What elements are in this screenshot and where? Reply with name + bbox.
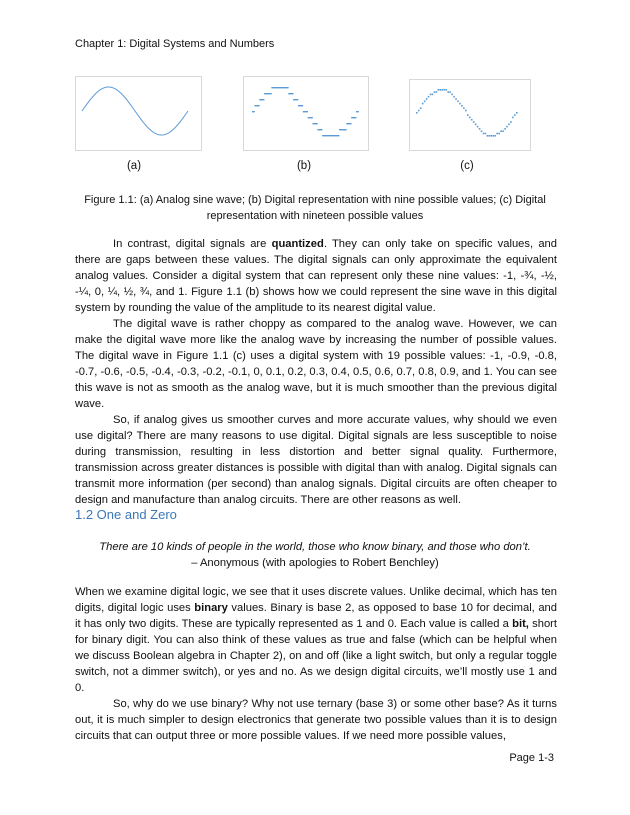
- figure-caption: Figure 1.1: (a) Analog sine wave; (b) Digital representation with nine possible values; (c) Digital representation with nineteen possible values: [84, 194, 546, 222]
- digital-9-sample: [315, 123, 318, 124]
- digital-9-sample: [274, 87, 277, 88]
- digital-19-sample: [502, 130, 504, 132]
- digital-9-sample: [322, 135, 325, 136]
- quote-attribution: – Anonymous (with apologies to Robert Benchley): [191, 557, 439, 569]
- digital-9-sample: [281, 87, 284, 88]
- digital-9-sample: [286, 87, 289, 88]
- p4-text-b: values. Binary is base 2, as opposed to base 10 for decimal, and it has only two digits. These are typically represented as 1 and 0. Each value is called a: [75, 602, 557, 630]
- digital-9-sample: [283, 87, 286, 88]
- digital-19-sample: [496, 133, 498, 135]
- paragraph-why-binary: So, why do we use binary? Why not use ternary (base 3) or some other base? As it turns out, it is much simpler to design electronics that generate two possible values than it is to design circuits that can output three or more possible values. If we need more possible values,: [75, 698, 557, 742]
- digital-19-sample: [453, 96, 455, 98]
- digital-9-sample: [310, 117, 313, 118]
- digital-9-sample: [329, 135, 332, 136]
- analog-wave-plot: [76, 77, 201, 150]
- section-heading: 1.2 One and Zero: [75, 507, 177, 522]
- digital-19-sample: [424, 101, 426, 103]
- digital-9-sample: [354, 117, 357, 118]
- digital-19-sample: [438, 89, 440, 91]
- p4-text-c: short for binary digit. You can also think of these values as true and false (which can be helpful when we discuss Boolean algebra in Chapter 2), on and off (like a light switch, but only a regular toggle switch, not a dimmer switch), or yes and no. As we design digital circuits, we’ll mostly use 1 and 0.: [75, 618, 557, 694]
- digital-19-sample: [506, 126, 508, 128]
- digital-9-wave-plot: [244, 77, 368, 150]
- p1-text-b: . They can only take on specific values, and there are gaps between these values. The digital signals can only approximate the equivalent analog values. Consider a digital system that can represent only these nine values: -1, -¾, -½, -¼, 0, ¼, ½, ¾, and 1. Figure 1.1 (b) shows how we could represent the sine wave in this digital system by rounding the value of the amplitude to its nearest digital value.: [75, 238, 558, 314]
- digital-19-sample: [512, 117, 514, 119]
- digital-9-sample: [269, 93, 272, 94]
- digital-9-sample: [279, 87, 282, 88]
- digital-19-sample: [475, 124, 477, 126]
- digital-19-sample: [449, 91, 451, 93]
- digital-9-sample: [356, 111, 359, 112]
- digital-9-sample: [293, 99, 296, 100]
- digital-19-sample: [491, 135, 493, 137]
- digital-19-sample: [494, 135, 496, 137]
- digital-9-sample: [344, 129, 347, 130]
- digital-9-sample: [296, 99, 299, 100]
- analog-sine-curve: [82, 87, 188, 135]
- digital-9-sample: [303, 111, 306, 112]
- digital-19-sample: [487, 135, 489, 137]
- digital-9-sample: [305, 111, 308, 112]
- digital-9-sample: [267, 93, 270, 94]
- digital-19-sample: [445, 89, 447, 91]
- panel-label-c: (c): [460, 160, 474, 172]
- digital-9-sample: [341, 129, 344, 130]
- digital-9-sample: [257, 105, 260, 106]
- digital-19-sample: [436, 91, 438, 93]
- digital-19-sample: [463, 107, 465, 109]
- digital-9-sample: [320, 129, 323, 130]
- digital-9-sample: [325, 135, 328, 136]
- digital-9-sample: [312, 123, 315, 124]
- digital-19-sample: [477, 126, 479, 128]
- digital-19-sample: [461, 105, 463, 107]
- digital-19-sample: [443, 89, 445, 91]
- digital-19-sample: [500, 130, 502, 132]
- paragraph-quantized: [75, 236, 557, 316]
- digital-9-sample: [317, 129, 320, 130]
- digital-9-sample: [298, 105, 301, 106]
- epigraph-quote: [95, 539, 535, 571]
- digital-19-sample: [498, 133, 500, 135]
- figure-panel-analog: [75, 76, 202, 151]
- digital-19-sample: [465, 110, 467, 112]
- digital-19-sample: [492, 135, 494, 137]
- digital-9-sample: [308, 117, 311, 118]
- digital-19-sample: [420, 107, 422, 109]
- body-block-2: [75, 584, 557, 744]
- digital-19-sample: [432, 94, 434, 96]
- digital-19-sample: [434, 91, 436, 93]
- digital-9-sample: [337, 135, 340, 136]
- digital-19-sample: [447, 91, 449, 93]
- quote-text: There are 10 kinds of people in the world, those who know binary, and those who don’t.: [99, 541, 531, 553]
- digital-19-sample: [514, 114, 516, 116]
- digital-9-sample: [259, 99, 262, 100]
- digital-9-sample: [300, 105, 303, 106]
- digital-9-sample: [262, 99, 265, 100]
- figure-panel-digital-19: [409, 79, 531, 151]
- digital-19-sample: [457, 101, 459, 103]
- digital-9-sample: [254, 105, 257, 106]
- chapter-header: Chapter 1: Digital Systems and Numbers: [75, 38, 275, 50]
- digital-19-sample: [440, 89, 442, 91]
- digital-9-sample: [252, 111, 255, 112]
- paragraph-why-digital: So, if analog gives us smoother curves and more accurate values, why should we even use digital? There are many reasons to use digital. Digital signals are less susceptible to noise during transmission, resulting in less distortion and better signal quality. Furthermore, transmission across greater distances is possible with digital than with analog. Digital signals can transmit more information (per second) than analog signals. Digital circuits are often cheaper to design and manufacture than analog circuits. There are other reasons as well.: [75, 414, 557, 506]
- digital-9-sample: [334, 135, 337, 136]
- digital-19-sample: [479, 128, 481, 130]
- paragraph-binary: [75, 584, 557, 696]
- digital-19-sample: [455, 98, 457, 100]
- digital-9-sample: [327, 135, 330, 136]
- digital-9-sample: [339, 129, 342, 130]
- digital-19-sample: [426, 98, 428, 100]
- digital-19-sample: [473, 121, 475, 123]
- digital-19-sample: [508, 124, 510, 126]
- digital-19-sample: [467, 114, 469, 116]
- digital-9-sample: [276, 87, 279, 88]
- digital-19-sample: [510, 121, 512, 123]
- digital-19-sample: [504, 128, 506, 130]
- digital-9-sample: [264, 93, 267, 94]
- digital-9-sample: [291, 93, 294, 94]
- page-number: Page 1-3: [509, 752, 554, 764]
- digital-19-sample: [485, 133, 487, 135]
- digital-19-sample: [416, 112, 418, 114]
- digital-9-sample: [332, 135, 335, 136]
- digital-19-sample: [481, 130, 483, 132]
- digital-19-sample: [483, 133, 485, 135]
- digital-9-sample: [288, 93, 291, 94]
- digital-19-sample: [451, 94, 453, 96]
- digital-19-sample: [471, 119, 473, 121]
- body-block-1: [75, 236, 557, 508]
- digital-9-sample: [351, 117, 354, 118]
- digital-9-sample: [346, 123, 349, 124]
- term-binary: binary: [194, 602, 228, 614]
- term-bit: bit,: [512, 618, 529, 630]
- digital-19-sample: [428, 96, 430, 98]
- digital-19-sample: [430, 94, 432, 96]
- digital-19-sample: [469, 117, 471, 119]
- panel-label-b: (b): [296, 160, 312, 172]
- p4-text-a: When we examine digital logic, we see that it uses discrete values. Unlike decimal, which has ten digits, digital logic uses: [75, 586, 557, 614]
- digital-19-sample: [489, 135, 491, 137]
- digital-19-wave-plot: [410, 80, 530, 150]
- panel-label-a: (a): [126, 160, 142, 172]
- p1-text-a: In contrast, digital signals are: [113, 238, 272, 250]
- digital-9-sample: [349, 123, 352, 124]
- digital-19-sample: [516, 112, 518, 114]
- figure-panel-digital-9: [243, 76, 369, 151]
- digital-19-sample: [441, 89, 443, 91]
- paragraph-choppy-wave: The digital wave is rather choppy as compared to the analog wave. However, we can make the digital wave more like the analog wave by increasing the number of possible values. The digital wave in Figure 1.1 (c) uses a digital system with 19 possible values: -1, -0.9, -0.8, -0.7, -0.6, -0.5, -0.4, -0.3, -0.2, -0.1, 0, 0.1, 0.2, 0.3, 0.4, 0.5, 0.6, 0.7, 0.8, 0.9, and 1. You can see this wave is not as smooth as the analog wave, but it is much smoother than the previous digital wave.: [75, 318, 557, 410]
- digital-19-sample: [418, 110, 420, 112]
- term-quantized: quantized: [271, 238, 324, 250]
- digital-19-sample: [459, 103, 461, 105]
- digital-19-sample: [422, 103, 424, 105]
- digital-9-sample: [271, 87, 274, 88]
